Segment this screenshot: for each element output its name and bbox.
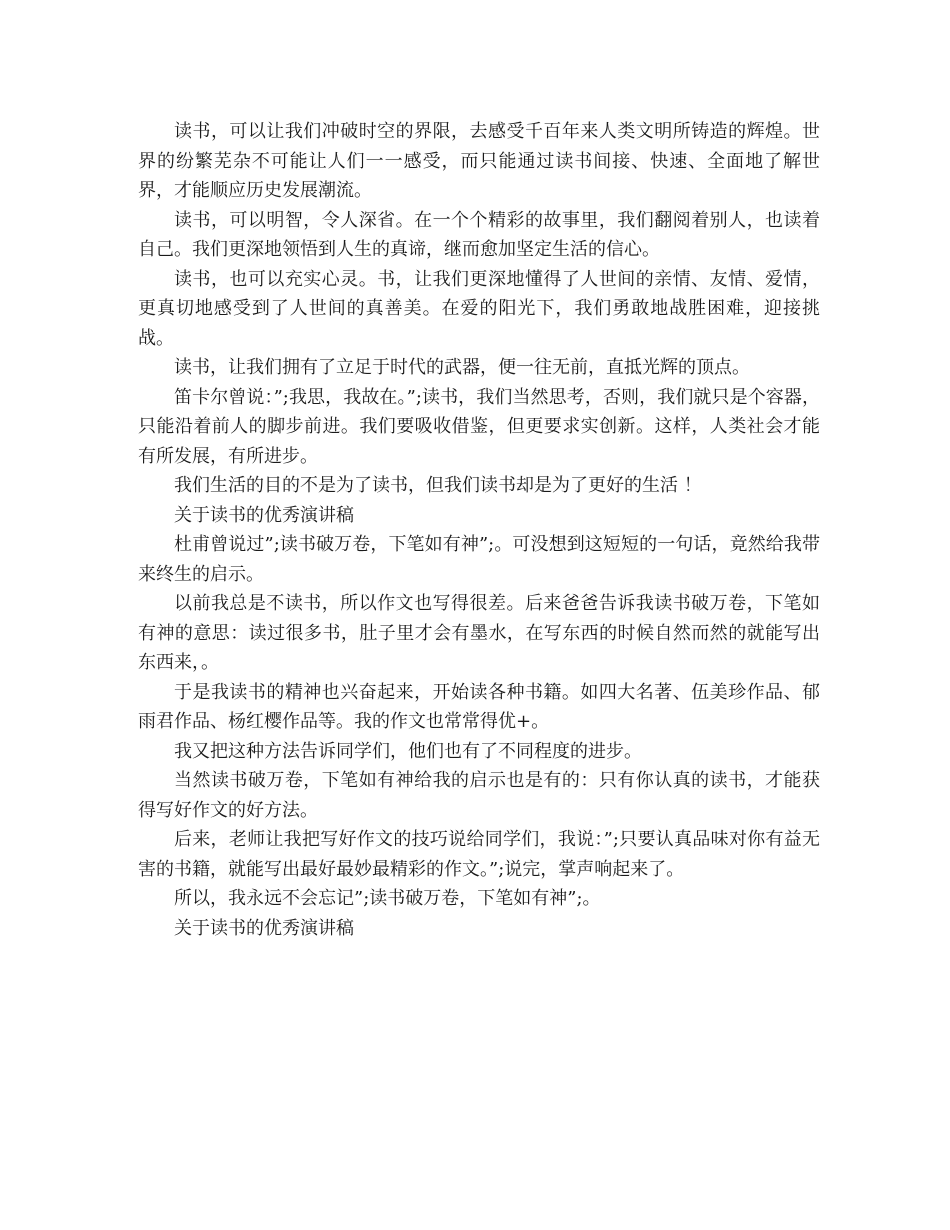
paragraph-5: 笛卡尔曾说：”;我思，我故在。”;读书，我们当然思考，否则，我们就只是个容器，只能沿着前人的脚步前进。我们要吸收借鉴，但更要求实创新。这样，人类社会才能有所发展，有所进步。 [138, 386, 820, 467]
paragraph-1: 读书，可以让我们冲破时空的界限，去感受千百年来人类文明所铸造的辉煌。世界的纷繁芜杂不可能让人们一一感受，而只能通过读书间接、快速、全面地了解世界，才能顺应历史发展潮流。 [138, 121, 820, 201]
paragraph-10: 我又把这种方法告诉同学们，他们也有了不同程度的进步。 [174, 740, 642, 762]
paragraph-6: 我们生活的目的不是为了读书，但我们读书却是为了更好的生活 ！ [174, 475, 702, 496]
document-body [138, 117, 820, 943]
paragraph-13: 所以，我永远不会忘记”;读书破万卷，下笔如有神”;。 [174, 888, 601, 909]
section-heading-1: 关于读书的优秀演讲稿 [174, 504, 354, 526]
section-heading-2: 关于读书的优秀演讲稿 [174, 917, 354, 939]
paragraph-7: 杜甫曾说过”;读书破万卷，下笔如有神”;。可没想到这短短的一句话，竟然给我带来终生的启示。 [138, 534, 820, 585]
paragraph-8: 以前我总是不读书，所以作文也写得很差。后来爸爸告诉我读书破万卷，下笔如有神的意思：读过很多书，肚子里才会有墨水，在写东西的时候自然而然的就能写出东西来，。 [138, 593, 820, 673]
paragraph-12: 后来，老师让我把写好作文的技巧说给同学们，我说：”;只要认真品味对你有益无害的书籍，就能写出最好最妙最精彩的作文。”;说完，掌声响起来了。 [138, 829, 820, 880]
paragraph-2: 读书，可以明智，令人深省。在一个个精彩的故事里，我们翻阅着别人，也读着自己。我们更深地领悟到人生的真谛，继而愈加坚定生活的信心。 [138, 209, 820, 260]
paragraph-11: 当然读书破万卷，下笔如有神给我的启示也是有的：只有你认真的读书，才能获得写好作文的好方法。 [138, 770, 820, 821]
paragraph-3: 读书，也可以充实心灵。书，让我们更深地懂得了人世间的亲情、友情、爱情，更真切地感受到了人世间的真善美。在爱的阳光下，我们勇敢地战胜困难，迎接挑战。 [138, 268, 820, 349]
paragraph-9: 于是我读书的精神也兴奋起来，开始读各种书籍。如四大名著、伍美珍作品、郁雨君作品、杨红樱作品等。我的作文也常常得优+。 [138, 681, 820, 732]
paragraph-4: 读书，让我们拥有了立足于时代的武器，便一往无前，直抵光辉的顶点。 [174, 357, 750, 378]
